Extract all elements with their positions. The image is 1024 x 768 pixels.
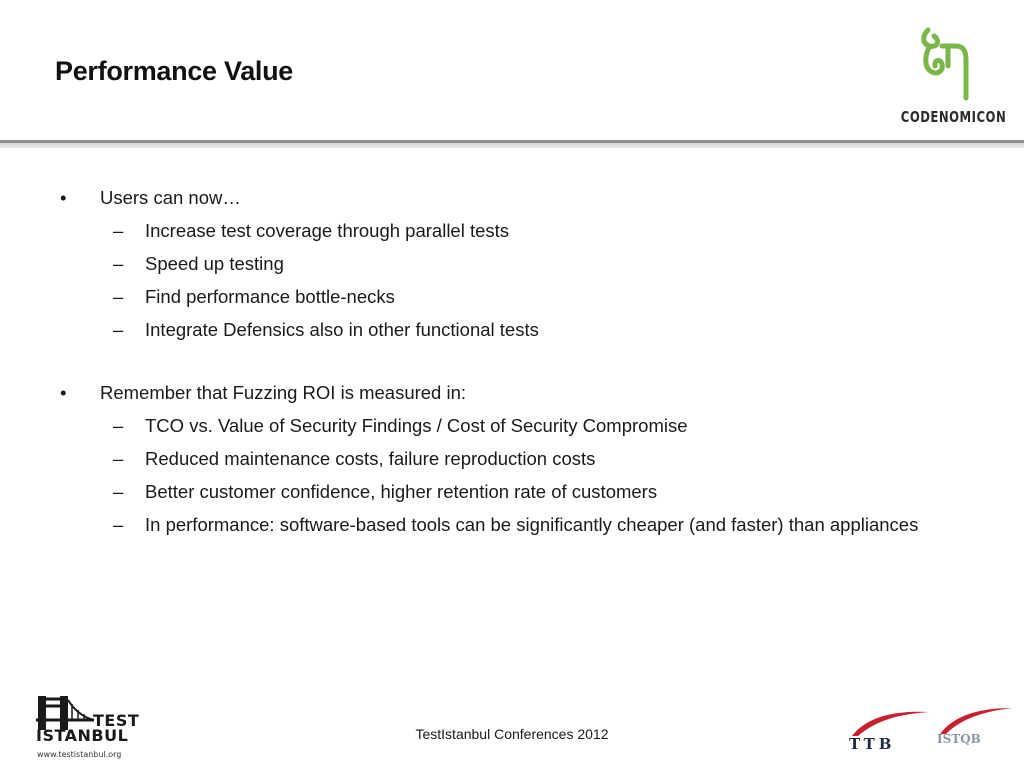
bullet-text: Remember that Fuzzing ROI is measured in: <box>100 382 467 403</box>
slide-title: Performance Value <box>55 56 294 86</box>
sub-bullet-marker: – <box>113 319 124 340</box>
sub-bullet-marker: – <box>113 253 124 274</box>
sub-bullet-item <box>60 217 960 244</box>
sub-bullet-text: TCO vs. Value of Security Findings / Cost of Security Compromise <box>145 415 688 436</box>
sub-bullet-text: Better customer confidence, higher retention rate of customers <box>145 481 658 502</box>
sub-bullet-marker: – <box>113 415 124 436</box>
sub-bullet-text: Find performance bottle-necks <box>145 286 395 307</box>
codenomicon-glyph-icon <box>918 26 974 104</box>
codenomicon-logo <box>888 26 1007 132</box>
sub-bullet-item <box>60 445 960 472</box>
sub-bullet-text: Speed up testing <box>145 253 284 274</box>
sub-bullet-marker: – <box>113 448 124 469</box>
bullet-item <box>60 184 960 212</box>
sub-bullet-item <box>60 511 960 538</box>
testistanbul-url: www.testistanbul.org <box>37 750 122 759</box>
istqb-logo <box>934 706 1014 756</box>
sub-bullet-marker: – <box>113 286 124 307</box>
sub-bullet-marker: – <box>113 220 124 241</box>
testistanbul-word-istanbul: ISTANBUL <box>36 726 129 745</box>
sub-bullet-item <box>60 250 960 277</box>
codenomicon-wordmark: CODENOMICON <box>900 108 1007 126</box>
title-divider <box>0 140 1024 148</box>
ttb-swoosh-icon <box>844 708 934 738</box>
testistanbul-word-test: TEST <box>93 711 140 730</box>
sub-bullet-marker: – <box>113 481 124 502</box>
bullet-item <box>60 379 960 407</box>
footer-text: TestIstanbul Conferences 2012 <box>415 726 609 742</box>
bullet-marker: • <box>60 187 67 208</box>
sub-bullet-item <box>60 283 960 310</box>
ttb-logo <box>844 708 934 758</box>
sub-bullet-marker: – <box>113 514 124 535</box>
sub-bullet-item <box>60 316 960 343</box>
sub-bullet-text: Reduced maintenance costs, failure reproduction costs <box>145 448 596 469</box>
bridge-icon <box>36 694 96 730</box>
sub-bullet-text: In performance: software-based tools can be significantly cheaper (and faster) than appliances <box>145 514 919 535</box>
sub-bullet-text: Integrate Defensics also in other functional tests <box>145 319 539 340</box>
sub-bullet-item <box>60 478 960 505</box>
sub-bullet-item <box>60 412 960 439</box>
bullet-marker: • <box>60 382 67 403</box>
bullet-text: Users can now… <box>100 187 241 208</box>
sub-bullet-text: Increase test coverage through parallel tests <box>145 220 510 241</box>
slide-body <box>60 184 960 544</box>
istqb-text: ISTQB <box>937 732 981 746</box>
section-spacer <box>60 349 960 379</box>
ttb-text: TTB <box>849 735 896 753</box>
